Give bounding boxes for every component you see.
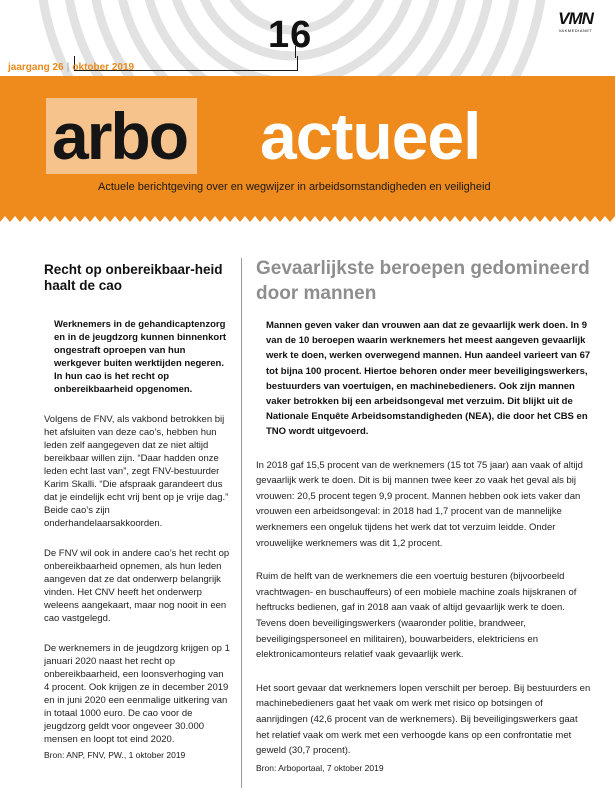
title-arbo: arbo [46,98,197,174]
right-article [256,256,591,774]
right-article-source: Bron: Arboportaal, 7 oktober 2019 [256,762,384,773]
left-article-paragraph: Volgens de FNV, als vakbond betrokken bij het afsluiten van deze cao’s, hebben hun leden zelf aangegeven dat ze niet altijd bereikbaar willen zijn. “Daar hadden onze leden echt last van”, zegt FNV-bestuurder Karim Skalli. “Die afspraak garandeert dus dat je eindelijk echt vrij bent op je vrije dag.” Beide cao’s zijn onderhandelaarsakkoorden. [44,414,229,529]
publisher-logo [548,10,603,33]
left-article-paragraph: De FNV wil ook in andere cao’s het recht op onbereikbaarheid opnemen, als hun leden aangeven dat ze dat onderwerp belangrijk vinden. Het CNV heeft het onderwerp weleens aangekaart, maar nog nooit in een cao vastgelegd. [44,548,230,624]
logo-subtext: VAKMEDIANET [558,28,593,33]
volume-label: jaargang 26 [8,62,64,73]
volume-date [8,62,134,73]
right-article-lead: Mannen geven vaker dan vrouwen aan dat ze gevaarlijk werk doen. In 9 van de 10 beroepen waarin werknemers het meest aangeven gevaarlijk werk te doen, werken overwegend mannen. Hun aandeel varieert van 67 tot bijna 100 procent. Hiertoe behoren onder meer beveiligingswerkers, bestuurders van voertuigen, en machinebedieners. Ook zijn mannen vaker betrokken bij een arbeidsongeval met verzuim. Dit blijkt uit de Nationale Enquête Arbeidsomstandigheden (NEA), die door het CBS en TNO wordt uitgevoerd. [266,320,591,438]
right-article-paragraph: Ruim de helft van de werknemers die een voertuig besturen (bijvoorbeeld vrachtwagen- en buschauffeurs) of een mobiele machine zoals hijskranen of heftrucks bedienen, gaf in 2018 aan vaak of altijd gevaarlijk werk te doen. Tevens doen beveiligingswerkers (waaronder politie, brandweer, beveiligingspersoneel en militairen), bouwarbeiders, elektriciens en elektronicamonteurs relatief vaak gevaarlijk werk. [256,571,577,661]
left-article-source: Bron: ANP, FNV, PW., 1 oktober 2019 [44,750,186,760]
title-actueel: actueel [260,99,481,173]
zigzag-edge [0,214,615,224]
logo-text: VMN [558,9,593,28]
tagline: Actuele berichtgeving over en wegwijzer in arbeidsomstandigheden en veiligheid [98,181,491,193]
left-article-headline: Recht op onbereikbaar-heid haalt de cao [44,262,223,293]
right-article-paragraph: Het soort gevaar dat werknemers lopen verschilt per beroep. Bij bestuurders en machinebedieners gaat het vaak om werk met risico op botsingen of aanrijdingen (42,6 procent van de werknemers). Bij beveiligingswerkers gaat het relatief vaak om werk met een verhoogde kans op een confrontatie met geweld (30,7 procent). [256,682,591,757]
left-article [44,262,230,761]
left-article-lead: Werknemers in de gehandicaptenzorg en in de jeugdzorg kunnen binnenkort ongestraft oproepen van hun werkgever buiten werktijden negeren. In hun cao is het recht op onbereikbaarheid opgenomen. [54,319,227,395]
column-divider [241,258,242,788]
issue-number: 16 [268,14,313,56]
volume-separator: | [66,62,70,73]
left-article-paragraph: De werknemers in de jeugdzorg krijgen op 1 januari 2020 naast het recht op onbereikbaarheid, een loonsverhoging van 4 procent. Ook krijgen ze in december 2019 en in juni 2020 een eenmalige uitkering van in totaal 1000 euro. De cao voor de jeugdzorg geldt voor ongeveer 30.000 mensen en loopt tot eind 2020. [44,643,230,745]
right-article-headline: Gevaarlijkste beroepen gedomineerd door mannen [256,258,590,304]
issue-date: oktober 2019 [72,62,135,73]
right-article-paragraph: In 2018 gaf 15,5 procent van de werknemers (15 tot 75 jaar) aan vaak of altijd gevaarlijk werk te doen. Dit is bij mannen twee keer zo vaak het geval als bij vrouwen: 20,5 procent tegen 9,9 procent. Mannen hebben ook iets vaker dan vrouwen een arbeidsongeval: in 2018 had 1,7 procent van de mannelijke werknemers een ongeluk tijdens het werk dat tot verzuim leidde. Onder vrouwelijke werknemers was dit 1,2 procent. [256,459,583,549]
